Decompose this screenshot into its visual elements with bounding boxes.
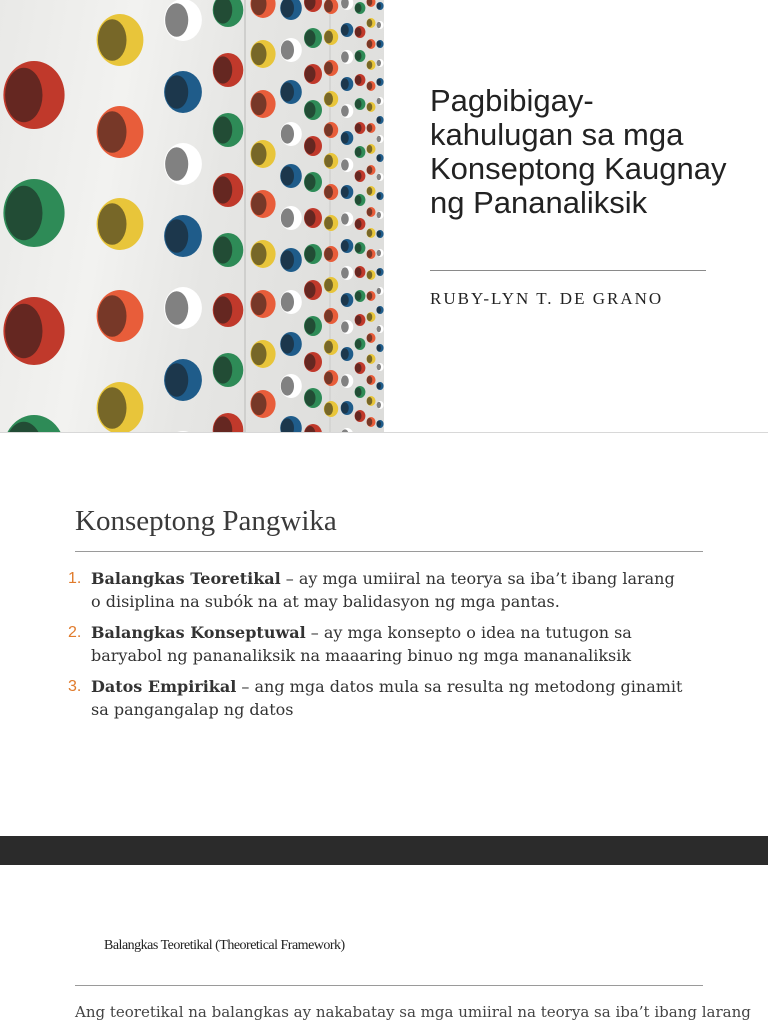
- wall-hole: [355, 50, 366, 62]
- wall-hole: [355, 266, 366, 278]
- wall-hole: [341, 320, 354, 334]
- wall-hole: [376, 116, 383, 124]
- concept-term: Balangkas Teoretikal: [91, 569, 281, 588]
- wall-hole: [367, 270, 376, 280]
- wall-hole: [355, 194, 366, 206]
- wall-hole: [324, 0, 338, 14]
- wall-hole: [376, 344, 383, 352]
- list-number: 3.: [68, 678, 82, 695]
- wall-hole: [250, 290, 275, 318]
- wall-hole: [280, 416, 302, 432]
- wall-hole: [376, 135, 383, 143]
- wall-hole: [304, 316, 322, 336]
- wall-hole: [324, 339, 338, 355]
- wall-hole: [367, 249, 376, 259]
- wall-hole: [376, 97, 383, 105]
- wall-hole: [250, 40, 275, 68]
- wall-hole: [97, 198, 144, 250]
- slide-heading-divider: [75, 985, 703, 986]
- concepts-slide: [0, 433, 768, 836]
- wall-hole: [367, 228, 376, 238]
- wall-hole: [341, 374, 354, 388]
- wall-hole: [164, 0, 202, 41]
- wall-hole: [355, 218, 366, 230]
- slide-title: Konseptong Pangwika: [75, 505, 337, 537]
- title-slide: [0, 0, 768, 432]
- wall-hole: [280, 122, 302, 146]
- wall-hole: [3, 61, 64, 129]
- wall-hole: [304, 208, 322, 228]
- wall-hole: [367, 0, 376, 7]
- wall-hole: [355, 314, 366, 326]
- wall-hole: [355, 2, 366, 14]
- wall-hole: [164, 287, 202, 329]
- wall-hole: [341, 77, 354, 91]
- wall-hole: [3, 415, 64, 432]
- wall-hole: [367, 81, 376, 91]
- concept-list: [68, 567, 688, 729]
- wall-hole: [304, 172, 322, 192]
- wall-hole: [280, 374, 302, 398]
- perforated-wall-photo: [0, 0, 384, 432]
- wall-hole: [341, 0, 354, 10]
- list-number: 2.: [68, 624, 82, 641]
- wall-hole: [324, 184, 338, 200]
- wall-hole: [324, 246, 338, 262]
- wall-hole: [324, 277, 338, 293]
- wall-hole: [367, 396, 376, 406]
- wall-hole: [376, 249, 383, 257]
- wall-hole: [164, 359, 202, 401]
- dark-divider-band: [0, 836, 768, 865]
- wall-hole: [367, 144, 376, 154]
- wall-hole: [304, 28, 322, 48]
- concept-definition: – ay mga konsepto o idea na tutugon sa baryabol ng pananaliksik na maaaring binuo ng mga mananaliksik: [91, 623, 632, 665]
- wall-hole: [376, 59, 383, 67]
- wall-hole: [324, 308, 338, 324]
- wall-hole: [376, 192, 383, 200]
- wall-hole: [376, 211, 383, 219]
- wall-hole: [280, 80, 302, 104]
- wall-hole: [341, 185, 354, 199]
- wall-hole: [250, 140, 275, 168]
- wall-hole: [376, 21, 383, 29]
- wall-hole: [97, 106, 144, 158]
- wall-hole: [376, 78, 383, 86]
- wall-hole: [213, 353, 244, 387]
- wall-hole: [355, 242, 366, 254]
- wall-hole: [367, 375, 376, 385]
- concept-definition: – ay mga umiiral na teorya sa iba’t ibang larang o disiplina na subók na at may balidasyon ng mga pantas.: [91, 569, 675, 611]
- wall-hole: [341, 293, 354, 307]
- wall-hole: [304, 244, 322, 264]
- wall-hole: [341, 131, 354, 145]
- wall-hole: [304, 388, 322, 408]
- wall-hole: [213, 0, 244, 27]
- wall-hole: [367, 60, 376, 70]
- wall-hole: [367, 39, 376, 49]
- wall-hole: [341, 239, 354, 253]
- wall-hole: [250, 190, 275, 218]
- wall-hole: [280, 332, 302, 356]
- wall-hole: [250, 0, 275, 18]
- wall-hole: [280, 206, 302, 230]
- wall-hole: [304, 424, 322, 432]
- concept-term: Datos Empirikal: [91, 677, 237, 696]
- wall-hole: [367, 207, 376, 217]
- wall-hole: [280, 164, 302, 188]
- theoretical-framework-slide: [0, 865, 768, 1024]
- wall-hole: [324, 370, 338, 386]
- wall-hole: [355, 98, 366, 110]
- wall-hole: [341, 50, 354, 64]
- wall-hole: [376, 268, 383, 276]
- wall-hole: [376, 382, 383, 390]
- wall-hole: [324, 215, 338, 231]
- wall-hole: [355, 26, 366, 38]
- wall-hole: [376, 363, 383, 371]
- wall-hole: [355, 290, 366, 302]
- wall-hole: [355, 386, 366, 398]
- wall-hole: [213, 173, 244, 207]
- list-item: [68, 621, 688, 667]
- wall-hole: [213, 233, 244, 267]
- wall-hole: [304, 0, 322, 12]
- wall-hole: [324, 122, 338, 138]
- wall-hole: [324, 401, 338, 417]
- wall-hole: [250, 240, 275, 268]
- wall-hole: [367, 312, 376, 322]
- wall-hole: [213, 53, 244, 87]
- wall-hole: [213, 293, 244, 327]
- wall-hole: [376, 2, 383, 10]
- wall-hole: [304, 352, 322, 372]
- author-name: RUBY-LYN T. DE GRANO: [430, 289, 664, 308]
- wall-hole: [367, 291, 376, 301]
- wall-hole: [376, 325, 383, 333]
- wall-hole: [367, 102, 376, 112]
- presentation-title: Pagbibigay-kahulugan sa mga Konseptong Kaugnay ng Pananaliksik: [430, 83, 727, 220]
- wall-hole: [376, 306, 383, 314]
- slide-title-divider: [75, 551, 703, 552]
- wall-hole: [367, 165, 376, 175]
- wall-hole: [367, 123, 376, 133]
- wall-hole: [367, 354, 376, 364]
- wall-hole: [376, 420, 383, 428]
- concept-term: Balangkas Konseptuwal: [91, 623, 306, 642]
- list-number: 1.: [68, 570, 82, 587]
- wall-hole: [355, 74, 366, 86]
- slide-body-text: Ang teoretikal na balangkas ay nakabatay sa mga umiiral na teorya sa iba’t ibang larang: [75, 1003, 751, 1021]
- wall-hole: [355, 410, 366, 422]
- wall-hole: [3, 297, 64, 365]
- wall-hole: [341, 212, 354, 226]
- wall-hole: [341, 266, 354, 280]
- wall-hole: [367, 333, 376, 343]
- wall-hole: [341, 158, 354, 172]
- wall-hole: [367, 417, 376, 427]
- wall-hole: [97, 290, 144, 342]
- list-item: [68, 675, 688, 721]
- list-item: [68, 567, 688, 613]
- wall-hole: [97, 14, 144, 66]
- wall-hole: [304, 64, 322, 84]
- wall-hole: [280, 248, 302, 272]
- wall-hole: [367, 18, 376, 28]
- wall-hole: [376, 230, 383, 238]
- wall-hole: [376, 401, 383, 409]
- wall-hole: [324, 153, 338, 169]
- wall-hole: [164, 71, 202, 113]
- wall-hole: [376, 40, 383, 48]
- wall-hole: [376, 154, 383, 162]
- wall-hole: [355, 362, 366, 374]
- wall-hole: [3, 179, 64, 247]
- wall-hole: [250, 90, 275, 118]
- wall-hole: [280, 0, 302, 20]
- wall-hole: [355, 170, 366, 182]
- wall-hole: [250, 390, 275, 418]
- wall-hole: [341, 23, 354, 37]
- wall-hole: [341, 104, 354, 118]
- wall-hole: [250, 340, 275, 368]
- wall-hole: [164, 143, 202, 185]
- wall-hole: [355, 122, 366, 134]
- slide-heading: Balangkas Teoretikal (Theoretical Framework): [104, 938, 345, 953]
- wall-hole: [304, 280, 322, 300]
- wall-hole: [280, 290, 302, 314]
- wall-hole: [367, 186, 376, 196]
- wall-hole: [341, 347, 354, 361]
- wall-hole: [164, 215, 202, 257]
- wall-hole: [324, 91, 338, 107]
- wall-hole: [355, 146, 366, 158]
- wall-hole: [376, 287, 383, 295]
- wall-hole: [324, 29, 338, 45]
- wall-hole: [355, 338, 366, 350]
- concept-definition: – ang mga datos mula sa resulta ng metodong ginamit sa pangangalap ng datos: [91, 677, 683, 719]
- wall-hole: [280, 38, 302, 62]
- wall-hole: [304, 100, 322, 120]
- wall-hole: [213, 113, 244, 147]
- wall-hole: [304, 136, 322, 156]
- wall-hole: [324, 60, 338, 76]
- wall-hole: [213, 413, 244, 432]
- title-divider: [430, 270, 706, 271]
- wall-hole: [341, 401, 354, 415]
- wall-hole: [97, 382, 144, 432]
- wall-hole: [376, 173, 383, 181]
